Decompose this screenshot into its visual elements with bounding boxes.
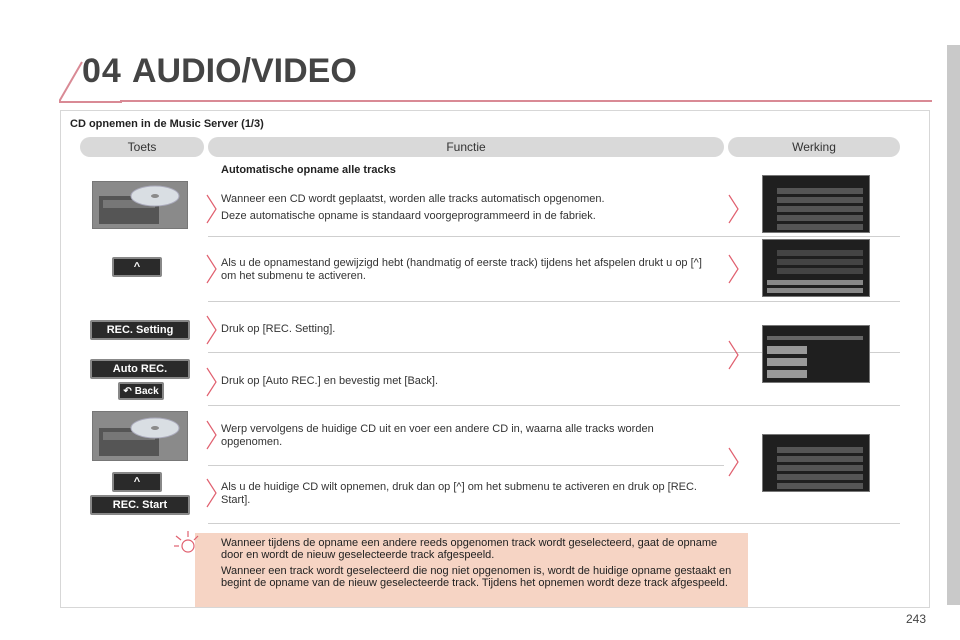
screen-track-list-2 bbox=[762, 434, 870, 492]
subheading: Automatische opname alle tracks bbox=[221, 164, 396, 176]
auto-rec-button[interactable]: Auto REC. bbox=[90, 359, 190, 379]
chevron-icon bbox=[728, 340, 740, 370]
column-header-toets: Toets bbox=[80, 137, 204, 157]
column-header-werking: Werking bbox=[728, 137, 900, 157]
row-divider bbox=[208, 465, 724, 466]
cd-insert-image bbox=[92, 411, 188, 461]
row-divider bbox=[208, 523, 900, 524]
note-paragraph-1: Wanneer tijdens de opname een andere reeds opgenomen track wordt geselecteerd, gaat de opname door en wordt de nieuw geselecteerde track afgespeeld. bbox=[221, 537, 718, 561]
rec-start-button[interactable]: REC. Start bbox=[90, 495, 190, 515]
row-2-line-1: Als u de opnamestand gewijzigd hebt (handmatig of eerste track) tijdens het afspelen drukt u op [^] om het submenu te activeren. bbox=[221, 257, 702, 282]
row-4-text bbox=[221, 375, 711, 388]
row-1-line-1: Wanneer een CD wordt geplaatst, worden alle tracks automatisch opgenomen. bbox=[221, 193, 605, 205]
chevron-icon bbox=[206, 367, 218, 397]
chevron-icon bbox=[206, 315, 218, 345]
back-arrow-icon: ↶ bbox=[123, 385, 132, 397]
row-divider bbox=[208, 405, 900, 406]
up-caret-button[interactable]: ^ bbox=[112, 257, 162, 277]
note-text bbox=[221, 537, 736, 593]
row-6-line-1: Als u de huidige CD wilt opnemen, druk dan op [^] om het submenu te activeren en druk op [REC. Start]. bbox=[221, 481, 697, 506]
screen-rec-setting bbox=[762, 325, 870, 383]
section-title: CD opnemen in de Music Server (1/3) bbox=[70, 118, 264, 130]
screen-submenu bbox=[762, 239, 870, 297]
back-button[interactable] bbox=[118, 382, 164, 400]
row-divider bbox=[208, 301, 900, 302]
up-caret-button[interactable]: ^ bbox=[112, 472, 162, 492]
back-label: Back bbox=[134, 385, 159, 397]
header-divider bbox=[120, 100, 932, 102]
row-3-text bbox=[221, 323, 711, 336]
row-4-line-1: Druk op [Auto REC.] en bevestig met [Back]. bbox=[221, 375, 439, 387]
rec-setting-button[interactable]: REC. Setting bbox=[90, 320, 190, 340]
page-number: 243 bbox=[906, 612, 927, 626]
row-3-line-1: Druk op [REC. Setting]. bbox=[221, 323, 336, 335]
chapter-number: 04 bbox=[82, 52, 122, 90]
chapter-title: AUDIO/VIDEO bbox=[132, 52, 357, 90]
chevron-icon bbox=[728, 254, 740, 284]
side-band bbox=[947, 45, 960, 605]
chevron-icon bbox=[206, 478, 218, 508]
screen-track-list bbox=[762, 175, 870, 233]
row-1-text bbox=[221, 193, 711, 223]
chevron-icon bbox=[206, 254, 218, 284]
chevron-icon bbox=[206, 420, 218, 450]
cd-insert-image bbox=[92, 181, 188, 229]
row-divider bbox=[208, 236, 900, 237]
row-5-text bbox=[221, 423, 701, 449]
row-2-text bbox=[221, 257, 716, 283]
chevron-icon bbox=[728, 194, 740, 224]
lightbulb-icon bbox=[172, 528, 202, 558]
column-header-functie: Functie bbox=[208, 137, 724, 157]
row-5-line-1: Werp vervolgens de huidige CD uit en voer een andere CD in, waarna alle tracks worden opgenomen. bbox=[221, 423, 654, 448]
chevron-icon bbox=[206, 194, 218, 224]
chevron-icon bbox=[728, 447, 740, 477]
row-1-line-2: Deze automatische opname is standaard voorgeprogrammeerd in de fabriek. bbox=[221, 210, 596, 222]
note-paragraph-2: Wanneer een track wordt geselecteerd die nog niet opgenomen is, wordt de huidige opname gestaakt en begint de opname van de nieuw geselecteerde track. Tijdens het opnemen wordt deze track afgespeeld. bbox=[221, 565, 732, 589]
row-6-text bbox=[221, 481, 701, 507]
